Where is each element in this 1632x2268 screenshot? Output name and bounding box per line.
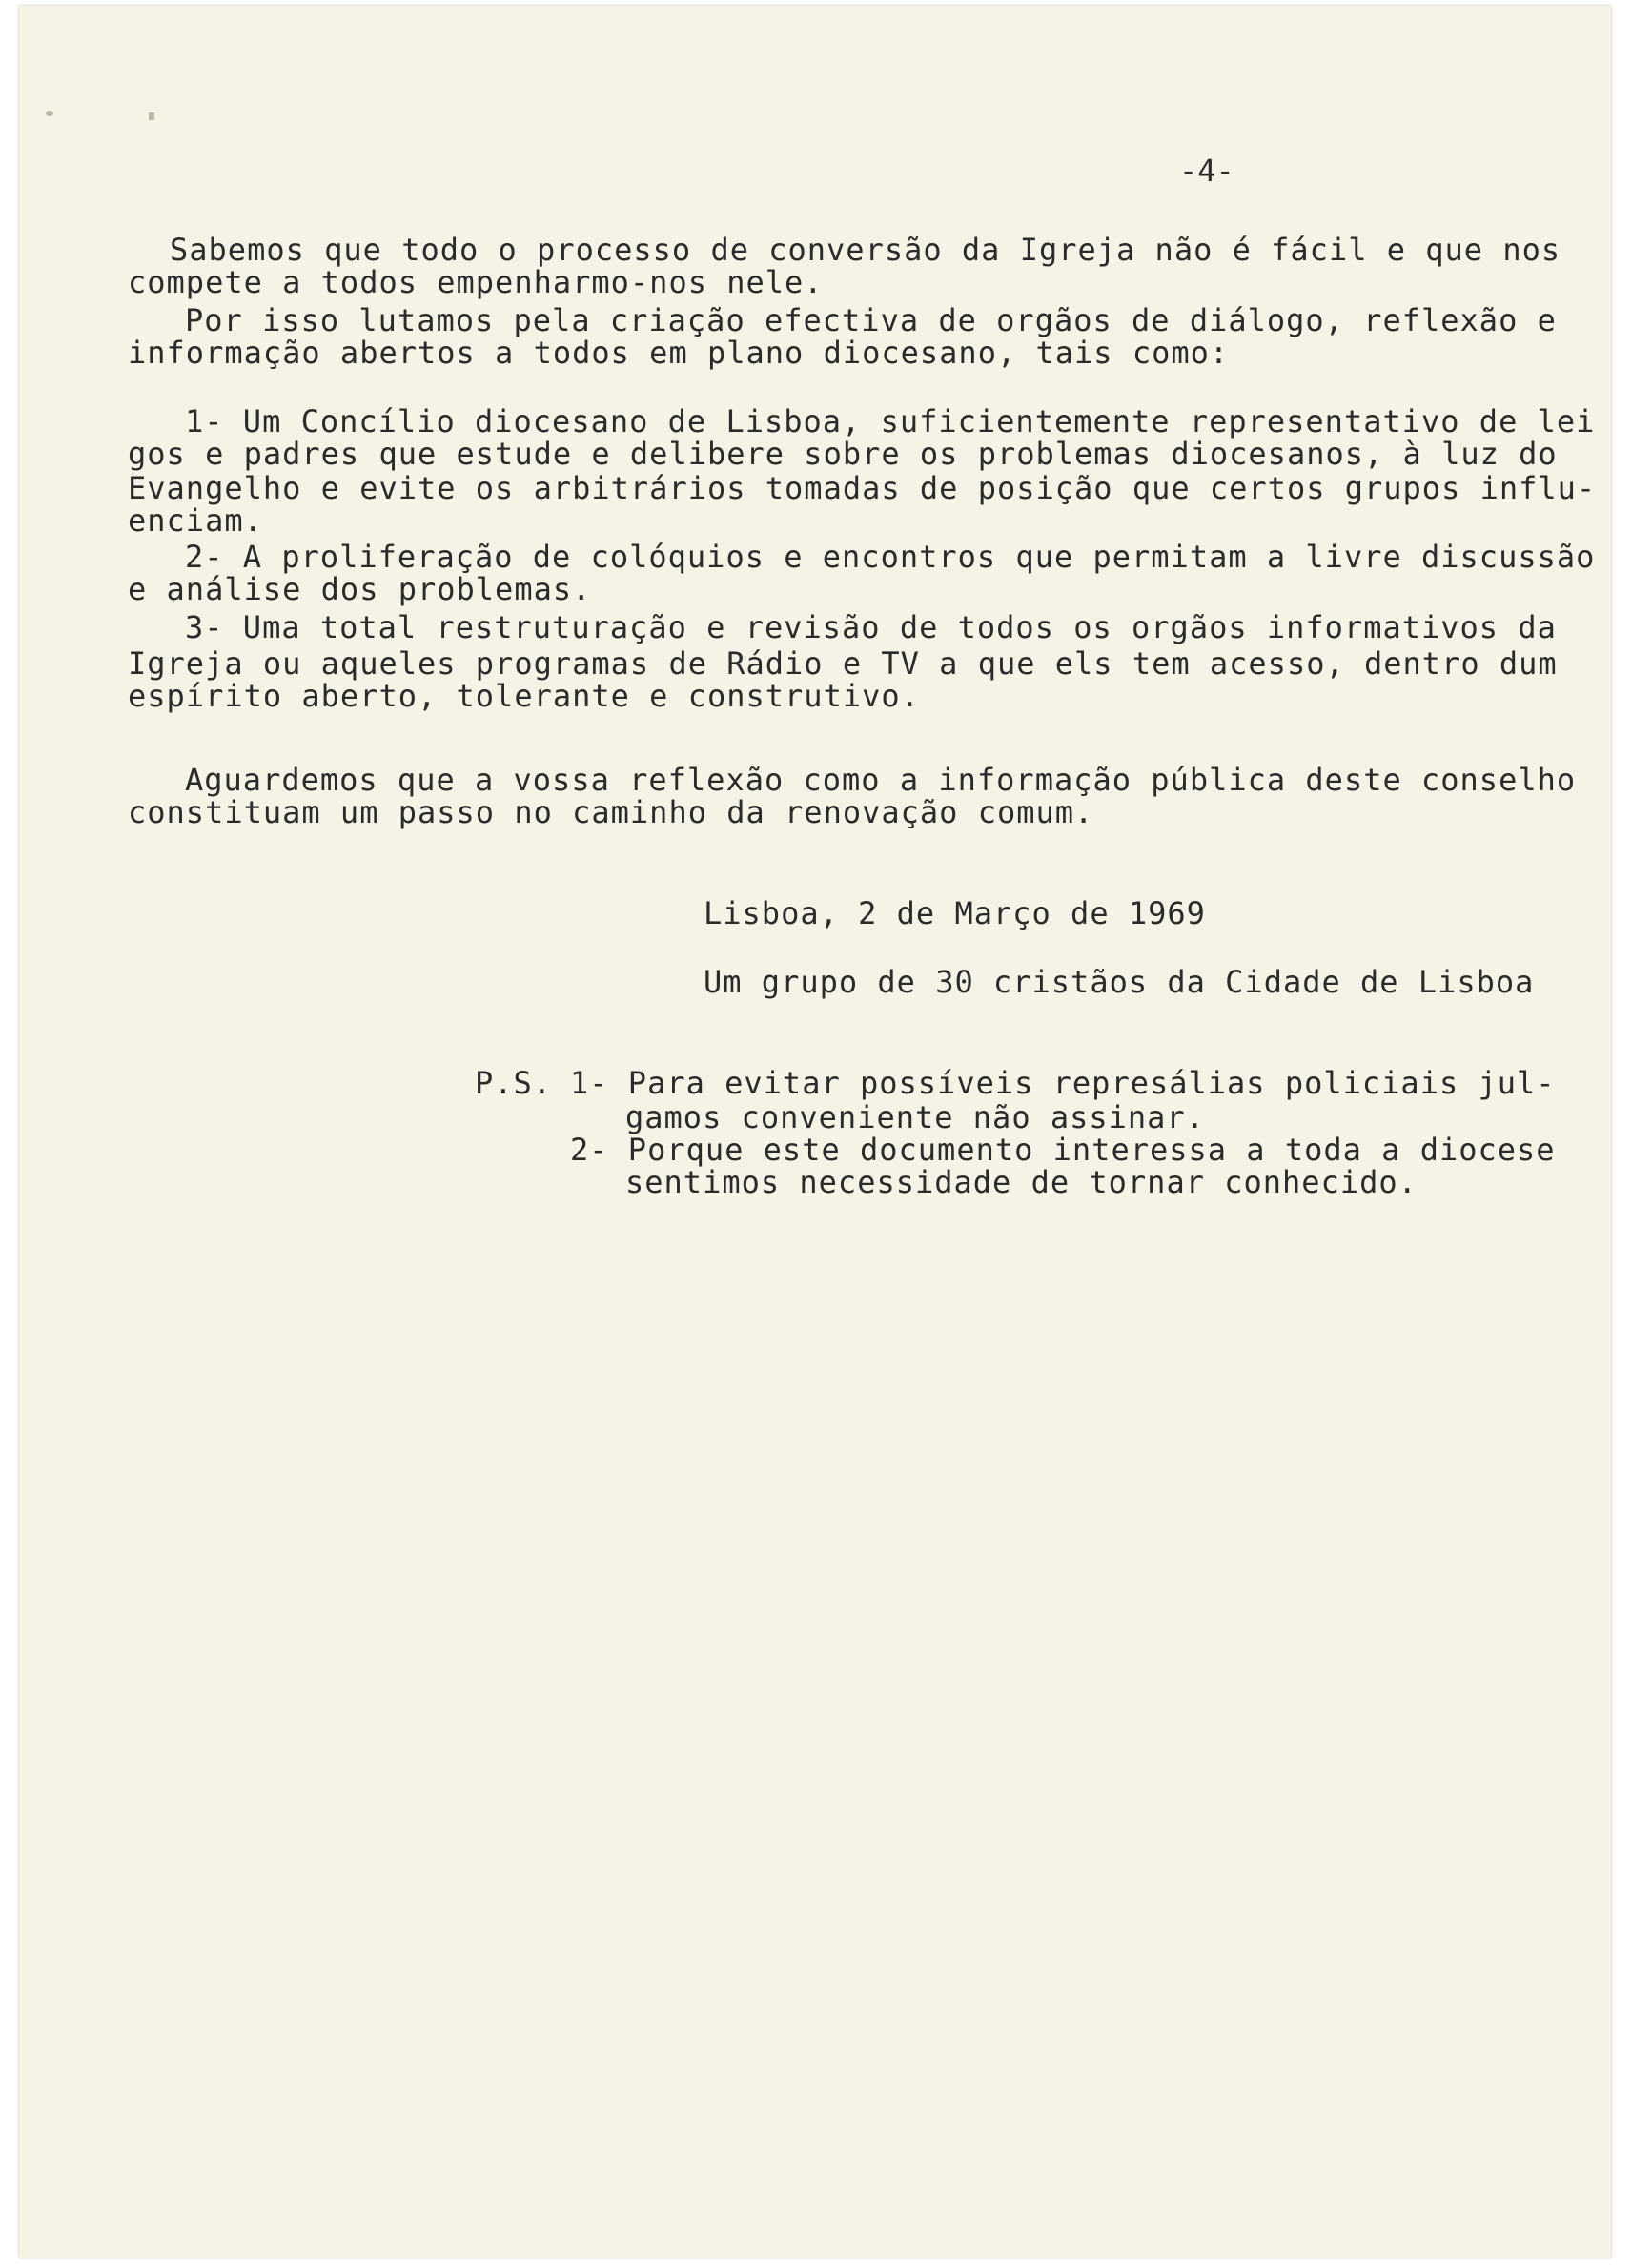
list-item-line: Evangelho e evite os arbitrários tomadas de posição que certos grupos influ-	[128, 470, 1597, 506]
signature-author: Um grupo de 30 cristãos da Cidade de Lisboa	[704, 964, 1535, 1000]
list-item-line: espírito aberto, tolerante e construtivo.	[128, 678, 920, 714]
list-item-line: gos e padres que estude e delibere sobre os problemas diocesanos, à luz do	[128, 436, 1558, 472]
paragraph-line: constituam um passo no caminho da renovação comum.	[128, 794, 1094, 830]
list-item-line: 2- A proliferação de colóquios e encontros que permitam a livre discussão	[185, 539, 1596, 575]
paragraph-line: informação abertos a todos em plano diocesano, tais como:	[128, 335, 1230, 371]
page-number: -4-	[1179, 153, 1234, 189]
paragraph-line: compete a todos empenharmo-nos nele.	[128, 264, 824, 300]
paragraph-line: Aguardemos que a vossa reflexão como a informação pública deste conselho	[185, 762, 1577, 798]
postscript-line: sentimos necessidade de tornar conhecido.	[625, 1164, 1418, 1200]
list-item-line: e análise dos problemas.	[128, 571, 592, 607]
list-item-line: Igreja ou aqueles programas de Rádio e TV a que els tem acesso, dentro dum	[128, 645, 1558, 682]
paragraph-line: Sabemos que todo o processo de conversão da Igreja não é fácil e que nos	[170, 232, 1561, 268]
postscript-label: P.S.	[475, 1065, 553, 1101]
postscript-line: gamos conveniente não assinar.	[625, 1099, 1205, 1135]
postscript-line: 2- Porque este documento interessa a toda a diocese	[570, 1132, 1556, 1168]
list-item-line: enciam.	[128, 502, 263, 539]
list-item-line: 1- Um Concílio diocesano de Lisboa, suficientemente representativo de lei	[185, 403, 1596, 439]
list-item-line: 3- Uma total restruturação e revisão de todos os orgãos informativos da	[185, 609, 1557, 645]
place-date: Lisboa, 2 de Março de 1969	[704, 895, 1206, 931]
paper-mark	[46, 111, 53, 116]
postscript-line: 1- Para evitar possíveis represálias policiais jul-	[570, 1065, 1556, 1101]
paragraph-line: Por isso lutamos pela criação efectiva de orgãos de diálogo, reflexão e	[185, 302, 1557, 338]
paper-mark	[149, 112, 154, 120]
